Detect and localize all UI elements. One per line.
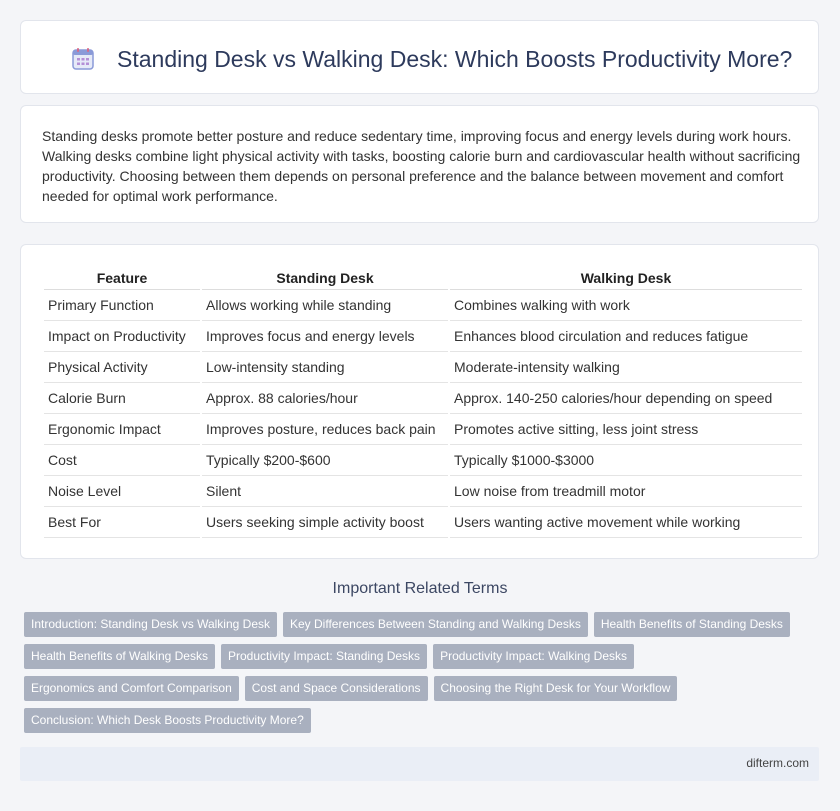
intro-text: Standing desks promote better posture and reduce sedentary time, improving focus and energy levels during work hours. Walking desks combine light physical activity with tasks, boosting calorie burn and cardiovascular health without sacrificing productivity. Choosing between them depends on personal preference and the balance between movement and comfort needed for optimal work performance. (42, 128, 801, 204)
calendar-icon (69, 45, 97, 73)
related-term-tag[interactable]: Introduction: Standing Desk vs Walking Desk (24, 612, 277, 637)
table-row (44, 414, 802, 445)
table-cell: Noise Level (44, 476, 200, 507)
table-cell: Typically $1000-$3000 (450, 445, 802, 476)
intro-card (20, 105, 819, 223)
table-row (44, 445, 802, 476)
table-cell: Approx. 88 calories/hour (202, 383, 448, 414)
related-term-tag[interactable]: Productivity Impact: Standing Desks (221, 644, 427, 669)
comparison-table (42, 267, 804, 538)
page-title: Standing Desk vs Walking Desk: Which Boosts Productivity More? (117, 46, 793, 72)
table-row (44, 476, 802, 507)
related-term-tag[interactable]: Ergonomics and Comfort Comparison (24, 676, 239, 701)
footer-site-link[interactable]: difterm.com (746, 756, 809, 770)
table-cell: Improves posture, reduces back pain (202, 414, 448, 445)
table-cell: Low noise from treadmill motor (450, 476, 802, 507)
related-terms-title: Important Related Terms (332, 580, 508, 597)
table-cell: Cost (44, 445, 200, 476)
table-cell: Users wanting active movement while working (450, 507, 802, 538)
table-cell: Best For (44, 507, 200, 538)
table-cell: Typically $200-$600 (202, 445, 448, 476)
header-card (20, 20, 819, 94)
header-feature: Feature (44, 267, 200, 290)
comparison-card (20, 244, 819, 559)
table-row (44, 352, 802, 383)
table-cell: Approx. 140-250 calories/hour depending on speed (450, 383, 802, 414)
related-term-tag[interactable]: Health Benefits of Standing Desks (594, 612, 790, 637)
table-row (44, 383, 802, 414)
table-cell: Primary Function (44, 290, 200, 321)
table-header-row (44, 267, 802, 290)
table-cell: Allows working while standing (202, 290, 448, 321)
table-cell: Promotes active sitting, less joint stress (450, 414, 802, 445)
table-cell: Impact on Productivity (44, 321, 200, 352)
table-cell: Combines walking with work (450, 290, 802, 321)
table-row (44, 321, 802, 352)
table-row (44, 507, 802, 538)
table-row (44, 290, 802, 321)
related-terms-list (24, 612, 824, 740)
table-cell: Moderate-intensity walking (450, 352, 802, 383)
related-term-tag[interactable]: Key Differences Between Standing and Walking Desks (283, 612, 588, 637)
footer (20, 747, 819, 781)
table-cell: Users seeking simple activity boost (202, 507, 448, 538)
table-cell: Ergonomic Impact (44, 414, 200, 445)
header-standing-desk: Standing Desk (202, 267, 448, 290)
related-term-tag[interactable]: Choosing the Right Desk for Your Workflow (434, 676, 678, 701)
related-term-tag[interactable]: Conclusion: Which Desk Boosts Productivity More? (24, 708, 311, 733)
header-walking-desk: Walking Desk (450, 267, 802, 290)
related-term-tag[interactable]: Health Benefits of Walking Desks (24, 644, 215, 669)
related-term-tag[interactable]: Cost and Space Considerations (245, 676, 428, 701)
table-cell: Improves focus and energy levels (202, 321, 448, 352)
table-cell: Calorie Burn (44, 383, 200, 414)
table-cell: Silent (202, 476, 448, 507)
related-term-tag[interactable]: Productivity Impact: Walking Desks (433, 644, 634, 669)
table-cell: Physical Activity (44, 352, 200, 383)
table-cell: Low-intensity standing (202, 352, 448, 383)
table-cell: Enhances blood circulation and reduces fatigue (450, 321, 802, 352)
